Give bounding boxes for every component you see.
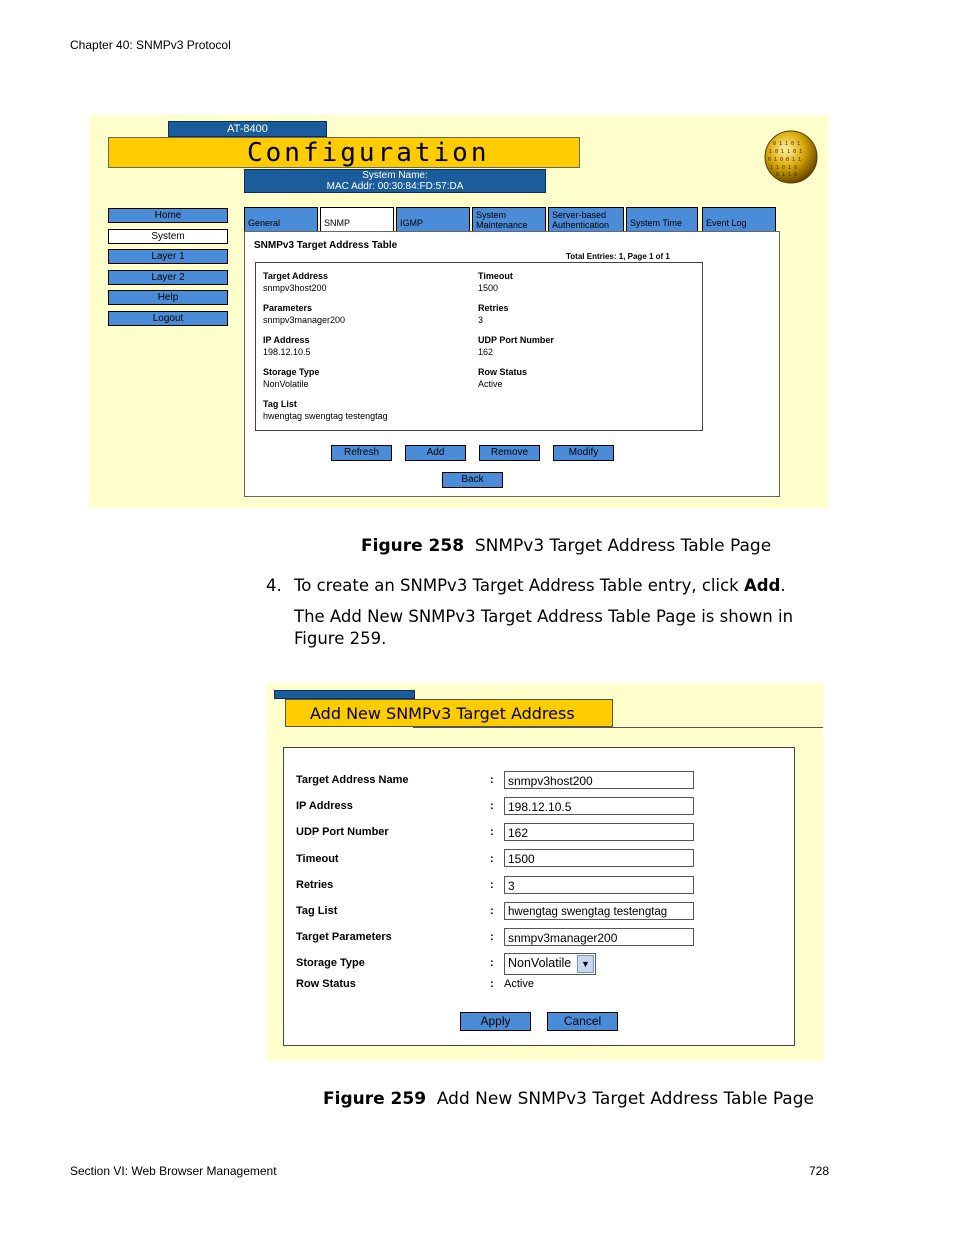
ip-address-value: 198.12.10.5 bbox=[263, 347, 311, 357]
add-button[interactable]: Add bbox=[405, 445, 466, 461]
tag-list-label: Tag List bbox=[263, 399, 297, 409]
tab-system-maintenance[interactable]: System Maintenance bbox=[472, 207, 546, 231]
figure-258-screenshot bbox=[90, 115, 828, 508]
colon: : bbox=[490, 905, 494, 917]
colon: : bbox=[490, 879, 494, 891]
cancel-button[interactable]: Cancel bbox=[547, 1012, 618, 1031]
udp-port-number-label: UDP Port Number bbox=[296, 826, 389, 838]
udp-port-number-input[interactable]: 162 bbox=[504, 823, 694, 841]
retries-value: 3 bbox=[478, 315, 484, 325]
tab-system-time[interactable]: System Time bbox=[626, 207, 698, 231]
snmpv3-target-panel bbox=[244, 231, 780, 497]
target-address-value: snmpv3host200 bbox=[263, 283, 327, 293]
ip-address-input[interactable]: 198.12.10.5 bbox=[504, 797, 694, 815]
svg-text:0 1 1 0: 0 1 1 0 bbox=[776, 172, 798, 178]
step-text: To create an SNMPv3 Target Address Table entry, click bbox=[294, 576, 739, 595]
remove-button[interactable]: Remove bbox=[479, 445, 540, 461]
storage-type-selected: NonVolatile bbox=[508, 956, 572, 970]
globe-logo-icon bbox=[763, 129, 819, 185]
mac-address: MAC Addr: 00:30:84:FD:57:DA bbox=[326, 181, 464, 192]
page-footer-left: Section VI: Web Browser Management bbox=[70, 1164, 277, 1178]
caption-258-text: SNMPv3 Target Address Table Page bbox=[474, 536, 772, 556]
ip-address-label: IP Address bbox=[263, 335, 310, 345]
target-address-name-input[interactable]: snmpv3host200 bbox=[504, 771, 694, 789]
figure-259-caption bbox=[323, 1089, 814, 1109]
svg-text:1 1 0 1 0: 1 1 0 1 0 bbox=[770, 165, 798, 171]
svg-text:0 1 0 0 1 1: 0 1 0 0 1 1 bbox=[768, 157, 802, 163]
colon: : bbox=[490, 931, 494, 943]
tag-list-label: Tag List bbox=[296, 905, 338, 917]
caption-259-number: Figure 259 bbox=[323, 1089, 427, 1109]
target-parameters-input[interactable]: snmpv3manager200 bbox=[504, 928, 694, 946]
refresh-button[interactable]: Refresh bbox=[331, 445, 392, 461]
colon: : bbox=[490, 957, 494, 969]
tab-event-log[interactable]: Event Log bbox=[702, 207, 776, 231]
svg-text:0 1 1 0 1: 0 1 1 0 1 bbox=[773, 141, 801, 147]
colon: : bbox=[490, 800, 494, 812]
nav-logout-button[interactable]: Logout bbox=[108, 311, 228, 326]
back-button[interactable]: Back bbox=[442, 472, 503, 488]
model-tab: AT-8400 bbox=[168, 121, 327, 137]
storage-type-select[interactable] bbox=[504, 953, 596, 975]
tab-server-based-authentication[interactable]: Server-based Authentication bbox=[548, 207, 624, 231]
nav-layer2-button[interactable]: Layer 2 bbox=[108, 270, 228, 285]
timeout-label: Timeout bbox=[296, 853, 339, 865]
configuration-title: Configuration bbox=[108, 137, 580, 168]
tag-list-value: hwengtag swengtag testengtag bbox=[263, 411, 388, 421]
storage-type-value: NonVolatile bbox=[263, 379, 309, 389]
caption-259-text: Add New SNMPv3 Target Address Table Page bbox=[436, 1089, 814, 1109]
para-line-2: Figure 259. bbox=[294, 629, 387, 648]
colon: : bbox=[490, 774, 494, 786]
figure-259-screenshot bbox=[267, 683, 823, 1061]
timeout-input[interactable]: 1500 bbox=[504, 849, 694, 867]
parameters-value: snmpv3manager200 bbox=[263, 315, 346, 325]
row-status-value: Active bbox=[504, 978, 534, 990]
udp-port-label: UDP Port Number bbox=[478, 335, 554, 345]
tab-general[interactable]: General bbox=[244, 207, 318, 231]
colon: : bbox=[490, 853, 494, 865]
top-blue-strip bbox=[274, 690, 415, 699]
row-status-value: Active bbox=[478, 379, 503, 389]
nav-help-button[interactable]: Help bbox=[108, 290, 228, 305]
panel-title: SNMPv3 Target Address Table bbox=[254, 240, 398, 251]
target-parameters-label: Target Parameters bbox=[296, 931, 392, 943]
target-address-label: Target Address bbox=[263, 271, 329, 281]
para-line-1: The Add New SNMPv3 Target Address Table Page is shown in bbox=[294, 607, 794, 626]
timeout-label: Timeout bbox=[478, 271, 513, 281]
form-title: Add New SNMPv3 Target Address bbox=[285, 699, 613, 727]
retries-label: Retries bbox=[478, 303, 509, 313]
timeout-value: 1500 bbox=[478, 283, 499, 293]
system-info-bar bbox=[244, 169, 546, 193]
total-entries: Total Entries: 1, Page 1 of 1 bbox=[566, 252, 670, 261]
nav-home-button[interactable]: Home bbox=[108, 208, 228, 223]
storage-type-label: Storage Type bbox=[296, 957, 365, 969]
step-bold-add: Add bbox=[743, 576, 781, 595]
system-name-label: System Name: bbox=[362, 170, 428, 181]
step-4-text bbox=[294, 576, 786, 595]
page-number: 728 bbox=[809, 1164, 830, 1178]
step-number: 4. bbox=[266, 576, 282, 595]
svg-text:1 0 1 1 0 1: 1 0 1 1 0 1 bbox=[769, 149, 803, 155]
parameters-label: Parameters bbox=[263, 303, 313, 313]
retries-input[interactable]: 3 bbox=[504, 876, 694, 894]
modify-button[interactable]: Modify bbox=[553, 445, 614, 461]
ip-address-label: IP Address bbox=[296, 800, 353, 812]
tag-list-input[interactable]: hwengtag swengtag testengtag bbox=[504, 902, 694, 920]
target-address-name-label: Target Address Name bbox=[296, 774, 409, 786]
step-end: . bbox=[780, 576, 786, 595]
nav-system-button[interactable]: System bbox=[108, 229, 228, 244]
colon: : bbox=[490, 826, 494, 838]
storage-type-label: Storage Type bbox=[263, 367, 320, 377]
tab-snmp[interactable]: SNMP bbox=[320, 207, 394, 231]
caption-258-number: Figure 258 bbox=[361, 536, 465, 556]
colon: : bbox=[490, 978, 494, 990]
row-status-label: Row Status bbox=[478, 367, 528, 377]
row-status-label: Row Status bbox=[296, 978, 356, 990]
entry-box bbox=[255, 262, 703, 431]
add-form-panel bbox=[283, 747, 795, 1046]
chevron-down-icon[interactable]: ▼ bbox=[577, 955, 594, 973]
udp-port-value: 162 bbox=[478, 347, 494, 357]
retries-label: Retries bbox=[296, 879, 334, 891]
nav-layer1-button[interactable]: Layer 1 bbox=[108, 249, 228, 264]
figure-258-caption bbox=[361, 536, 771, 556]
apply-button[interactable]: Apply bbox=[460, 1012, 531, 1031]
page-header: Chapter 40: SNMPv3 Protocol bbox=[70, 38, 231, 52]
tab-igmp[interactable]: IGMP bbox=[396, 207, 470, 231]
